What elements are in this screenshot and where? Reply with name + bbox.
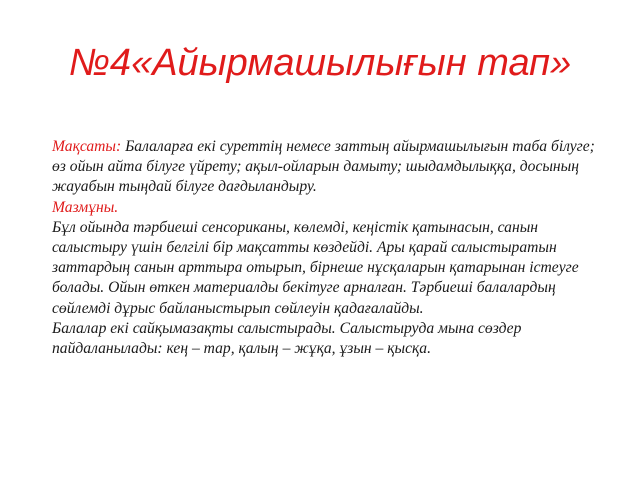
content-label-line <box>52 198 612 218</box>
content-paragraph-2: Балалар екі сайқымазақты салыстырады. Салыстыруда мына сөздер пайдаланылады: кең – тар, қалың – жұқа, ұзын – қысқа. <box>52 319 522 358</box>
goal-paragraph <box>52 137 612 198</box>
goal-label: Мақсаты: <box>52 138 122 155</box>
slide-body <box>52 137 612 359</box>
content-paragraph-1: Бұл ойында тәрбиеші сенсориканы, көлемді, кеңістік қатынасын, санын салыстыру үшін белгілі бір мақсатты көздейді. Ары қарай салыстыратын заттардың санын арттыра отырып, бірнеше нұсқаларын қатарынан істеуге болады. Ойын өткен материалды бекітуге арналған. Тәрбиеші балалардың сөйлемді дұрыс байланыстырып сөйлеуін қадағалайды. <box>52 218 579 317</box>
goal-text: Балаларға екі суреттің немесе заттың айырмашылығын таба білуге; өз ойын айта білуге үйрету; ақыл-ойларын дамыту; шыдамдылыққа, досының жауабын тыңдай білуге дағдыландыру. <box>52 138 595 196</box>
content-label: Мазмұны. <box>52 198 119 216</box>
slide-title: №4«Айырмашылығын тап» <box>68 42 572 84</box>
